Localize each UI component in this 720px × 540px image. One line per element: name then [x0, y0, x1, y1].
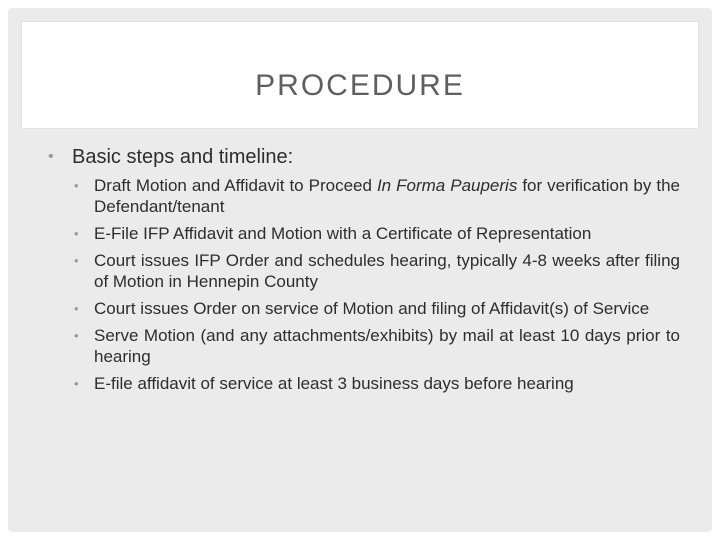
slide — [8, 8, 712, 532]
list-item — [74, 250, 680, 292]
bullet-icon: • — [74, 328, 79, 343]
bullet-icon: • — [74, 178, 79, 193]
bullet-icon: • — [74, 376, 79, 391]
list-item — [74, 223, 680, 244]
bullet-icon: • — [74, 226, 79, 241]
main-bullet-text: Basic steps and timeline: — [72, 146, 294, 168]
list-item — [74, 325, 680, 367]
step-list — [74, 175, 680, 394]
bullet-icon: • — [74, 301, 79, 316]
step-text: Court issues IFP Order and schedules hearing, typically 4-8 weeks after filing of Motion in Hennepin County — [94, 251, 680, 291]
title-box — [22, 22, 698, 128]
list-item — [74, 298, 680, 319]
list-item — [74, 373, 680, 394]
step-text — [94, 175, 680, 217]
step-text-italic: In Forma Pauperis — [376, 176, 518, 195]
list-item — [74, 175, 680, 217]
bullet-icon: • — [48, 148, 54, 165]
step-text: E-file affidavit of service at least 3 business days before hearing — [94, 374, 574, 393]
step-text-part: for verification by the Defendant/tenant — [94, 176, 680, 216]
slide-title: PROCEDURE — [255, 69, 465, 102]
main-bullet-item — [48, 144, 680, 170]
step-text: Serve Motion (and any attachments/exhibits) by mail at least 10 days prior to hearing — [94, 326, 680, 366]
step-text-part: Draft Motion and Affidavit to Proceed — [94, 176, 377, 195]
bullet-icon: • — [74, 253, 79, 268]
slide-content — [48, 144, 680, 400]
step-text: Court issues Order on service of Motion and filing of Affidavit(s) of Service — [94, 299, 650, 318]
step-text: E-File IFP Affidavit and Motion with a Certificate of Representation — [94, 224, 592, 243]
